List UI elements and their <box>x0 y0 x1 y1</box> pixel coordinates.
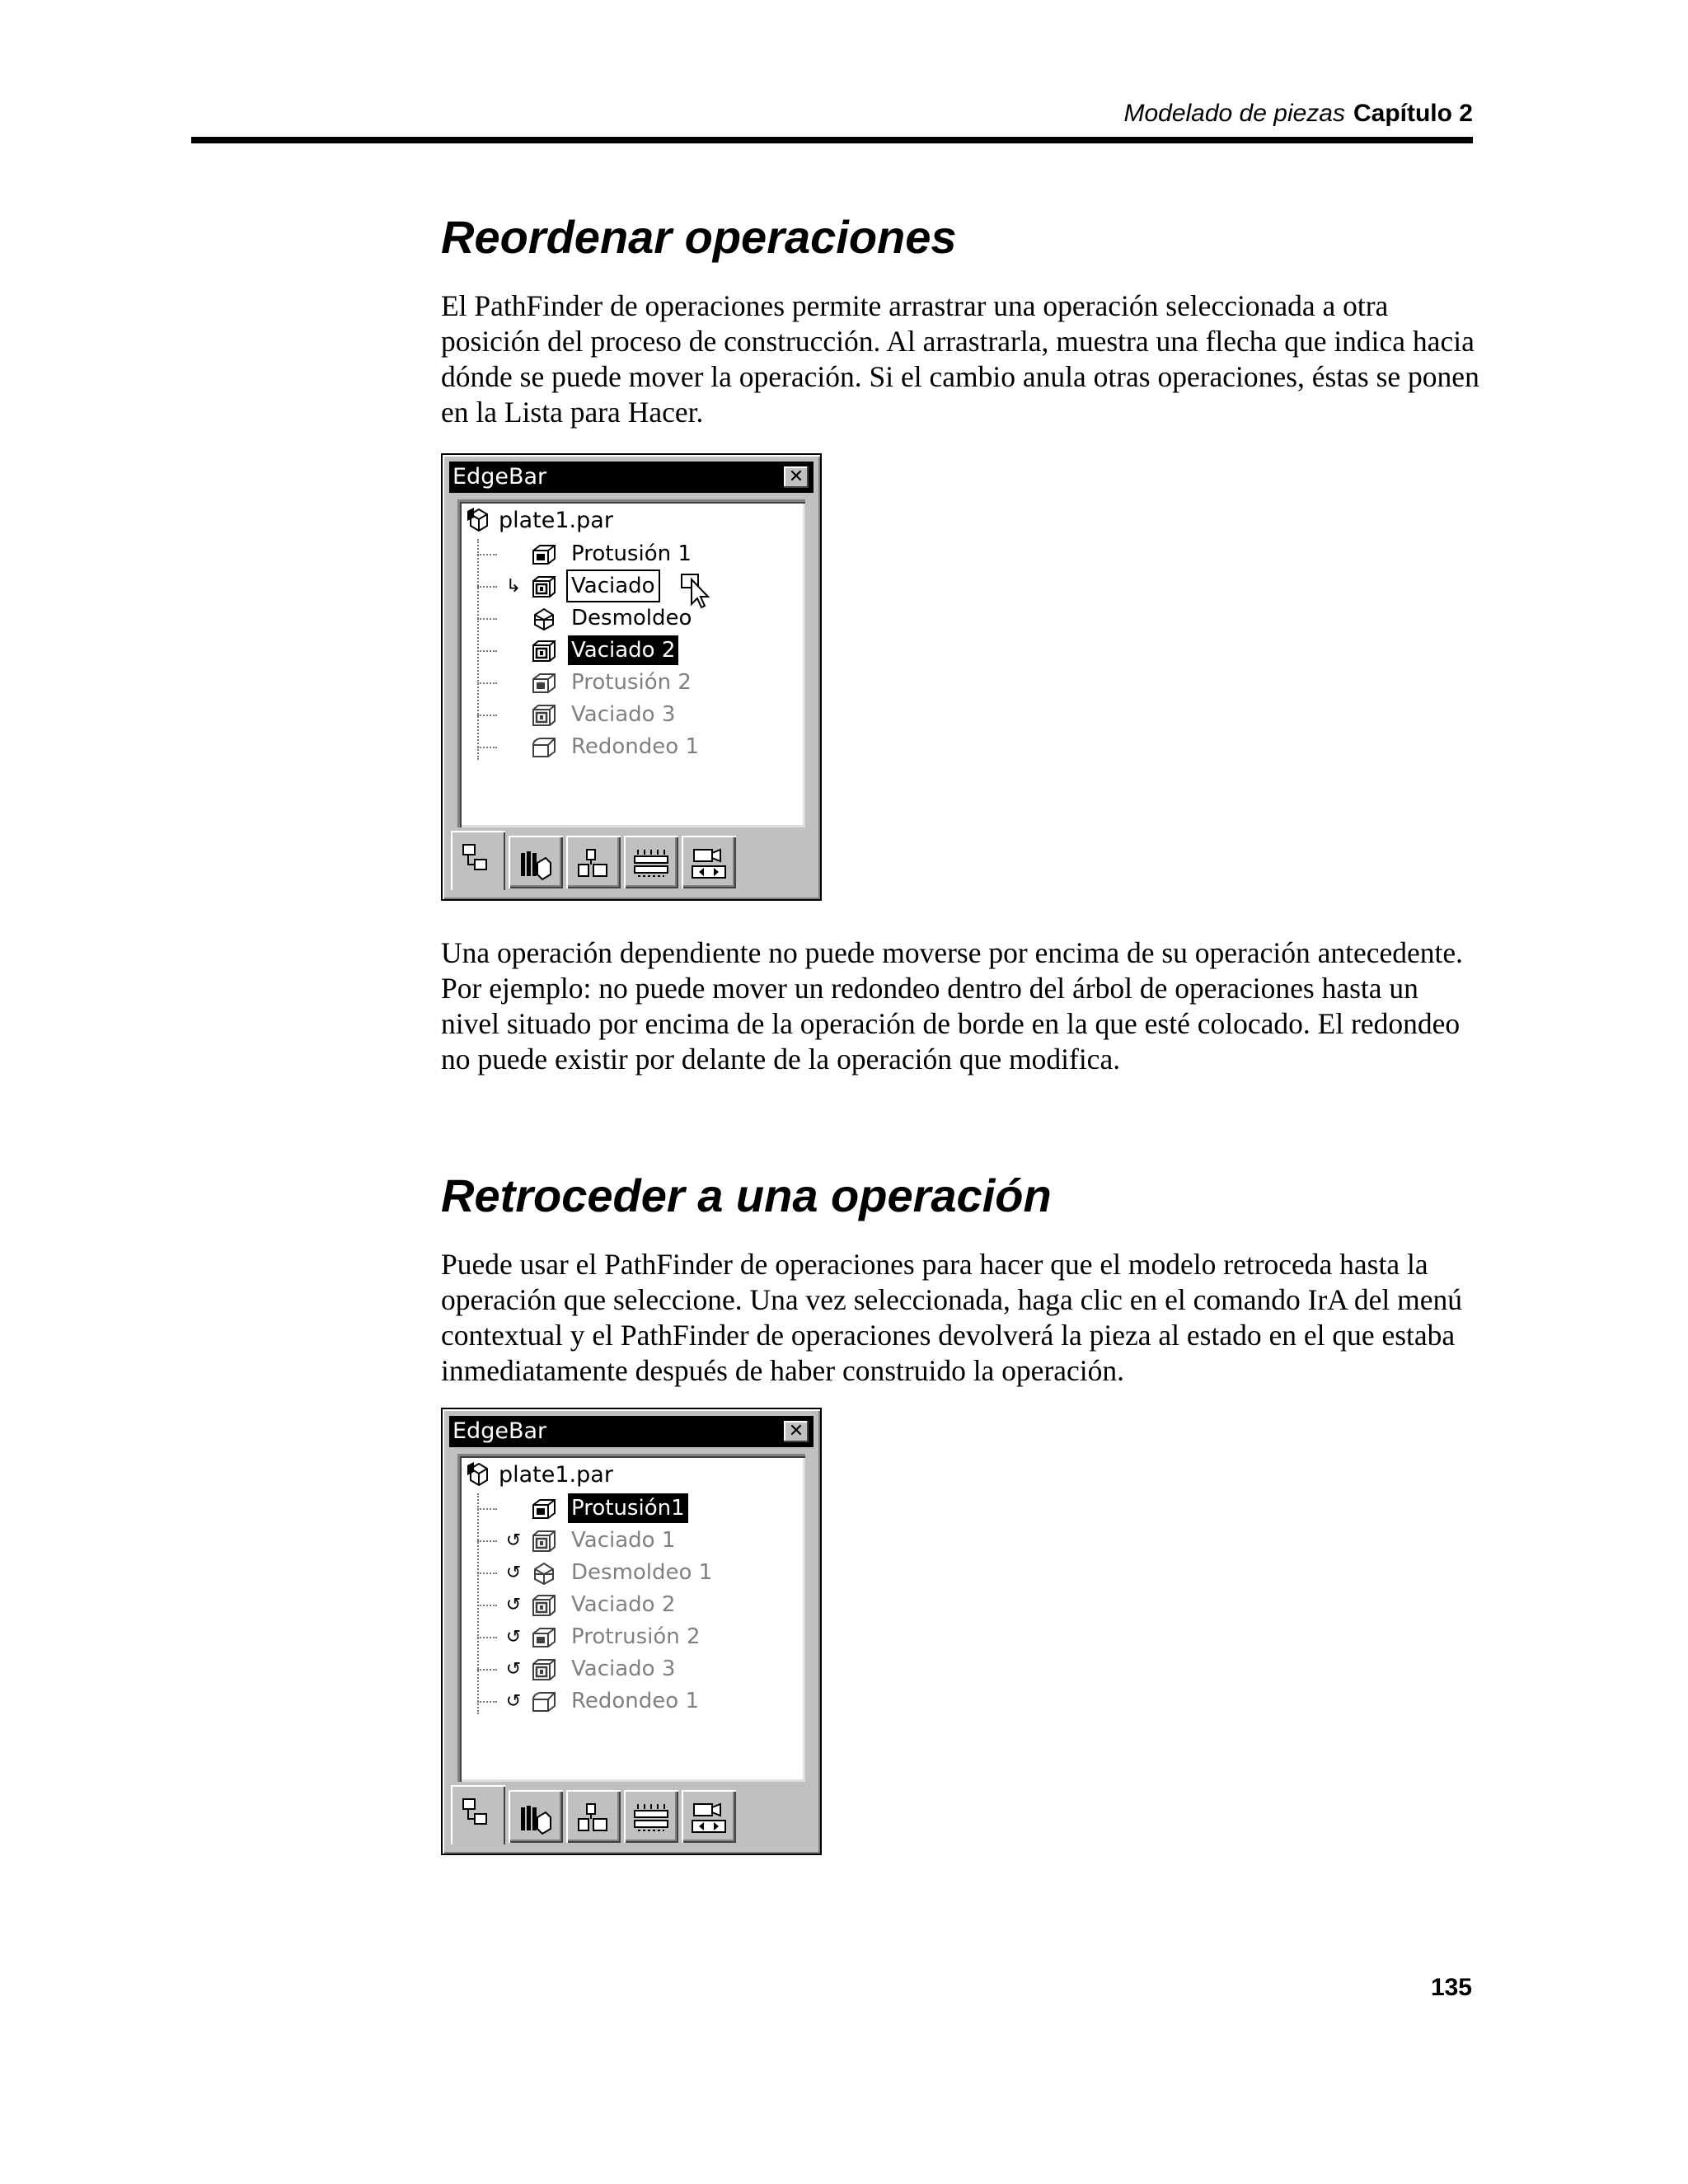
edgebar-tab-strip <box>451 831 812 890</box>
move-arrow-icon: ↳ <box>505 576 522 597</box>
tree-item[interactable] <box>477 1493 774 1525</box>
tree-item-label: Redondeo 1 <box>571 1689 699 1713</box>
feature-pathfinder-tab[interactable] <box>451 831 505 890</box>
protrusion-icon <box>530 669 558 697</box>
rollback-arrow-icon: ↺ <box>505 1595 522 1615</box>
playback-tab[interactable] <box>682 836 736 888</box>
tree-item[interactable] <box>477 539 774 570</box>
tree-connector <box>477 747 497 748</box>
tree-connector <box>477 618 497 620</box>
draft-icon <box>530 605 558 633</box>
part-file-icon <box>466 506 490 532</box>
cutout-icon <box>530 1656 558 1684</box>
tree-item[interactable] <box>477 1526 774 1557</box>
rollback-arrow-icon: ↺ <box>505 1563 522 1583</box>
feature-tree <box>457 1454 805 1782</box>
tree-item[interactable] <box>477 1686 774 1718</box>
tree-item-label: Desmoldeo <box>571 606 692 630</box>
header-section: Modelado de piezas <box>1123 100 1345 127</box>
library-tab[interactable] <box>509 1790 563 1843</box>
cutout-icon <box>530 701 558 729</box>
tree-item[interactable] <box>477 700 774 731</box>
reorder-paragraph-1: El PathFinder de operaciones permite arrastrar una operación seleccionada a otra posición del proceso de construcción. Al arrastrarla, muestra una flecha que indica hacia dónde se puede mover la operación. Si el cambio anula otras operaciones, éstas se ponen en la Lista para Hacer. <box>441 289 1479 429</box>
tree-connector <box>477 1572 497 1574</box>
round-icon <box>530 1688 558 1716</box>
edgebar-title: EdgeBar <box>452 464 547 490</box>
part-file-icon <box>466 1460 490 1487</box>
tree-root-item[interactable] <box>466 506 613 536</box>
section-title-reorder: Reordenar operaciones <box>441 211 957 263</box>
cutout-icon <box>530 1591 558 1619</box>
running-header <box>191 97 1473 130</box>
edgebar-title: EdgeBar <box>452 1418 547 1444</box>
edgebar-title-bar[interactable] <box>449 462 814 493</box>
family-tab[interactable] <box>566 836 621 888</box>
cutout-icon <box>530 573 558 601</box>
header-rule <box>191 137 1473 143</box>
feature-tree <box>457 499 805 827</box>
protrusion-icon <box>530 541 558 569</box>
tree-item[interactable] <box>477 1654 774 1685</box>
tree-item-label: Vaciado 2 <box>571 1592 676 1617</box>
protrusion-icon <box>530 1495 558 1523</box>
tree-item[interactable] <box>477 668 774 699</box>
edgebar-tab-strip <box>451 1785 812 1844</box>
tree-item-label: Desmoldeo 1 <box>571 1560 713 1585</box>
page-number: 135 <box>1430 1974 1472 2001</box>
header-chapter: Capítulo 2 <box>1353 100 1473 127</box>
tree-connector <box>477 682 497 684</box>
tree-root-label: plate1.par <box>499 508 613 533</box>
tree-connector <box>477 650 497 652</box>
tree-item-label: Vaciado <box>568 571 659 601</box>
edgebar-title-bar[interactable] <box>449 1416 814 1447</box>
tree-item-label: Protrusión 2 <box>571 1624 701 1649</box>
tree-item[interactable] <box>477 1590 774 1621</box>
close-icon[interactable]: ✕ <box>784 1421 809 1442</box>
rollback-arrow-icon: ↺ <box>505 1659 522 1680</box>
tree-item[interactable] <box>477 635 774 667</box>
cutout-icon <box>530 1527 558 1555</box>
tree-item-label: Vaciado 3 <box>571 1657 676 1681</box>
tree-connector <box>477 1669 497 1671</box>
feature-pathfinder-tab[interactable] <box>451 1785 505 1844</box>
tree-root-label: plate1.par <box>499 1462 613 1488</box>
tree-connector <box>477 1508 497 1510</box>
section-title-rollback: Retroceder a una operación <box>441 1169 1052 1221</box>
tree-connector <box>477 1701 497 1703</box>
rollback-arrow-icon: ↺ <box>505 1627 522 1647</box>
tree-item-label: Protusión 2 <box>571 670 692 695</box>
round-icon <box>530 733 558 762</box>
tree-item-label: Redondeo 1 <box>571 734 699 759</box>
layers-tab[interactable] <box>624 836 678 888</box>
edgebar-window-rollback <box>441 1408 822 1855</box>
tree-item[interactable] <box>477 1558 774 1589</box>
tree-item-label: Protusión1 <box>568 1493 688 1523</box>
tree-connector <box>477 1637 497 1638</box>
tree-item-label: Vaciado 3 <box>571 702 676 727</box>
tree-item[interactable] <box>477 571 774 602</box>
tree-root-item[interactable] <box>466 1460 613 1490</box>
cutout-icon <box>530 637 558 665</box>
draft-icon <box>530 1559 558 1587</box>
tree-item-label: Vaciado 1 <box>571 1528 676 1553</box>
rollback-paragraph-1: Puede usar el PathFinder de operaciones para hacer que el modelo retroceda hasta la operación que seleccione. Una vez seleccionada, haga clic en el comando IrA del menú contextual y el PathFinder de operaciones devolverá la pieza al estado en el que estaba inmediatamente después de haber construido la operación. <box>441 1248 1462 1387</box>
tree-item[interactable] <box>477 603 774 635</box>
reorder-paragraph-2: Una operación dependiente no puede moverse por encima de su operación antecedente. Por ejemplo: no puede mover un redondeo dentro del árbol de operaciones hasta un nivel situado por encima de la operación de borde en la que esté colocado. El redondeo no puede existir por delante de la operación que modifica. <box>441 936 1463 1076</box>
rollback-arrow-icon: ↺ <box>505 1691 522 1712</box>
protrusion-icon <box>530 1624 558 1652</box>
playback-tab[interactable] <box>682 1790 736 1843</box>
tree-item-label: Protusión 1 <box>571 541 692 566</box>
tree-connector <box>477 715 497 716</box>
tree-connector <box>477 554 497 555</box>
tree-connector <box>477 1605 497 1606</box>
tree-item[interactable] <box>477 1622 774 1653</box>
tree-item[interactable] <box>477 732 774 763</box>
close-icon[interactable]: ✕ <box>784 466 809 488</box>
tree-connector <box>477 586 497 588</box>
tree-connector <box>477 1540 497 1542</box>
layers-tab[interactable] <box>624 1790 678 1843</box>
edgebar-window-reorder <box>441 453 822 901</box>
rollback-arrow-icon: ↺ <box>505 1530 522 1551</box>
family-tab[interactable] <box>566 1790 621 1843</box>
tree-item-label: Vaciado 2 <box>568 635 678 665</box>
library-tab[interactable] <box>509 836 563 888</box>
